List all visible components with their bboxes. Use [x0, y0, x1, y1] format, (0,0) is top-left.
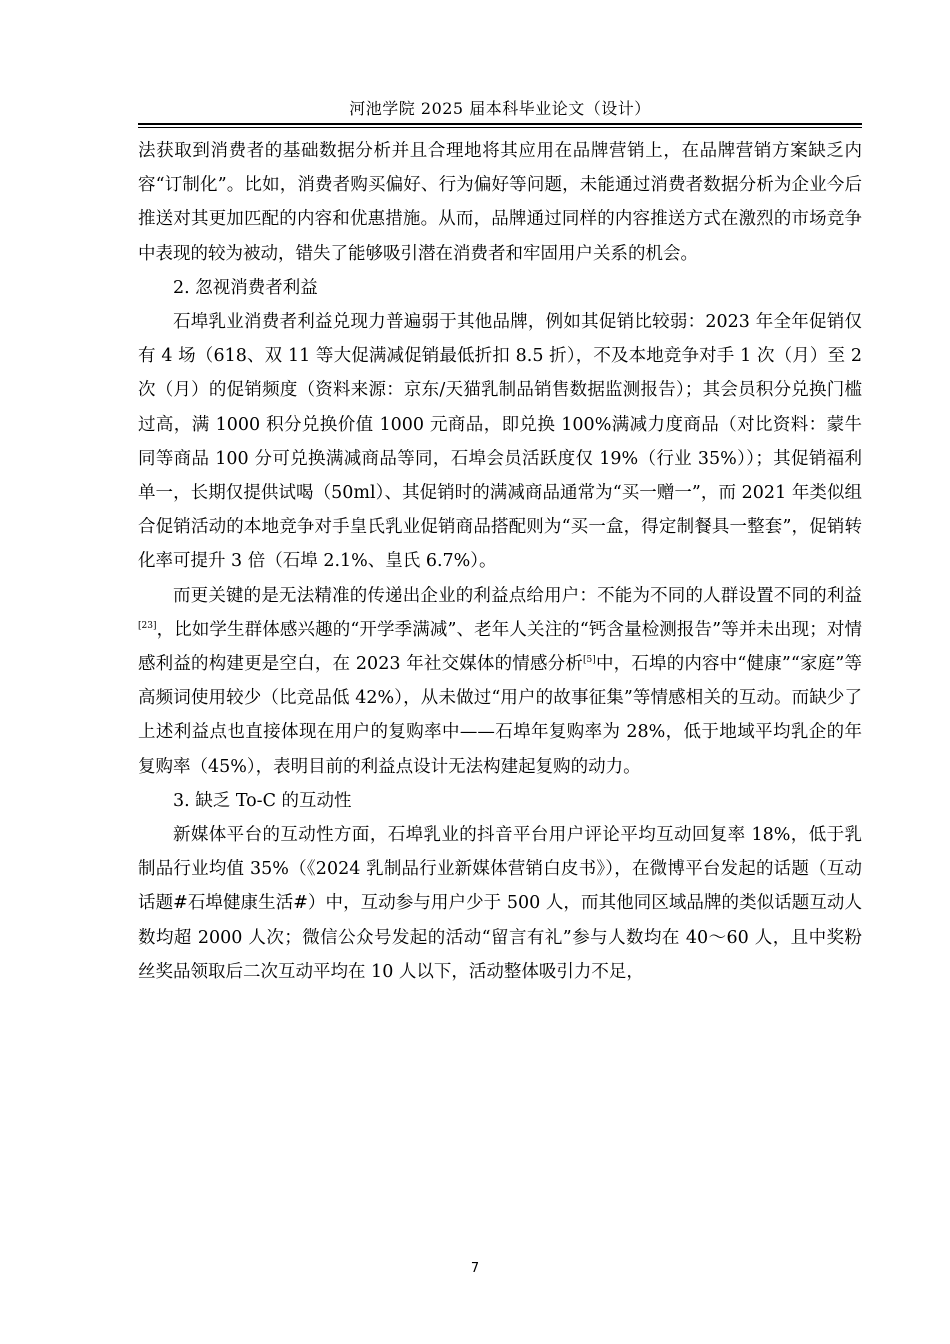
paragraph-consumer-benefit: 石埠乳业消费者利益兑现力普遍弱于其他品牌，例如其促销比较弱：2023 年全年促销仅有 4 场（618、双 11 等大促满减促销最低折扣 8.5 折），不及本地竞争对手 1 次（月）至 2 次（月）的促销频度（资料来源：京东/天猫乳制品销售数据监测报告）；其会员积分兑换门槛过高，满 1000 积分兑换价值 1000 元商品，即兑换 100%满减力度商品（对比资料：蒙牛同等商品 100 分可兑换满减商品等同，石埠会员活跃度仅 19%（行业 35%））；其促销福利单一，长期仅提供试喝（50ml）、其促销时的满减商品通常为“买一赠一”，而 2021 年类似组合促销活动的本地竞争对手皇氏乳业促销商品搭配则为“买一盒，得定制餐具一整套”，促销转化率可提升 3 倍（石埠 2.1%、皇氏 6.7%）。: [138, 312, 862, 572]
paragraph-text-segment: 中，石埠的内容中“健康”“家庭”等高频词使用较少（比竞品低 42%），从未做过“用户的故事征集”等情感相关的互动。而缺少了上述利益点也直接体现在用户的复购率中——石埠年复购率为 28%，低于地域平均乳企的年复购率（45%），表明目前的利益点设计无法构建起复购的动力。: [138, 654, 862, 777]
paragraph-text-segment: ，比如学生群体感兴趣的“开学季满减”、老年人关注的“钙含量检测报告”等并未出现；对情感利益的构建更是空白，在 2023 年社交媒体的情感分析: [138, 619, 862, 675]
document-body: [138, 134, 862, 989]
paragraph-continued: 法获取到消费者的基础数据分析并且合理地将其应用在品牌营销上，在品牌营销方案缺乏内容“订制化”。比如，消费者购买偏好、行为偏好等问题，未能通过消费者数据分析为企业今后推送对其更加匹配的内容和优惠措施。从而，品牌通过同样的内容推送方式在激烈的市场竞争中表现的较为被动，错失了能够吸引潜在消费者和牢固用户关系的机会。: [138, 141, 862, 264]
header-rule-thin: [138, 127, 862, 128]
paragraph-benefit-delivery: [138, 579, 862, 784]
page-number: 7: [470, 1261, 480, 1276]
header-rule-thick: [138, 123, 862, 125]
paragraph-interactivity: 新媒体平台的互动性方面，石埠乳业的抖音平台用户评论平均互动回复率 18%，低于乳制品行业均值 35%（《2024 乳制品行业新媒体营销白皮书》），在微博平台发起的话题（互动话题#石埠健康生活#）中，互动参与用户少于 500 人，而其他同区域品牌的类似话题互动人数均超 2000 人次；微信公众号发起的活动“留言有礼”参与人数均在 40～60 人，且中奖粉丝奖品领取后二次互动平均在 10 人以下，活动整体吸引力不足，: [138, 825, 862, 982]
section-heading-2: 2. 忽视消费者利益: [173, 277, 318, 298]
section-heading-3: 3. 缺乏 To-C 的互动性: [173, 790, 352, 811]
page-header: 河池学院 2025 届本科毕业论文（设计）: [349, 99, 651, 118]
paragraph-text-segment: 而更关键的是无法精准的传递出企业的利益点给用户：不能为不同的人群设置不同的利益: [173, 585, 862, 606]
citation-ref-5: [5]: [583, 655, 596, 666]
citation-ref-23: [23]: [138, 621, 157, 632]
